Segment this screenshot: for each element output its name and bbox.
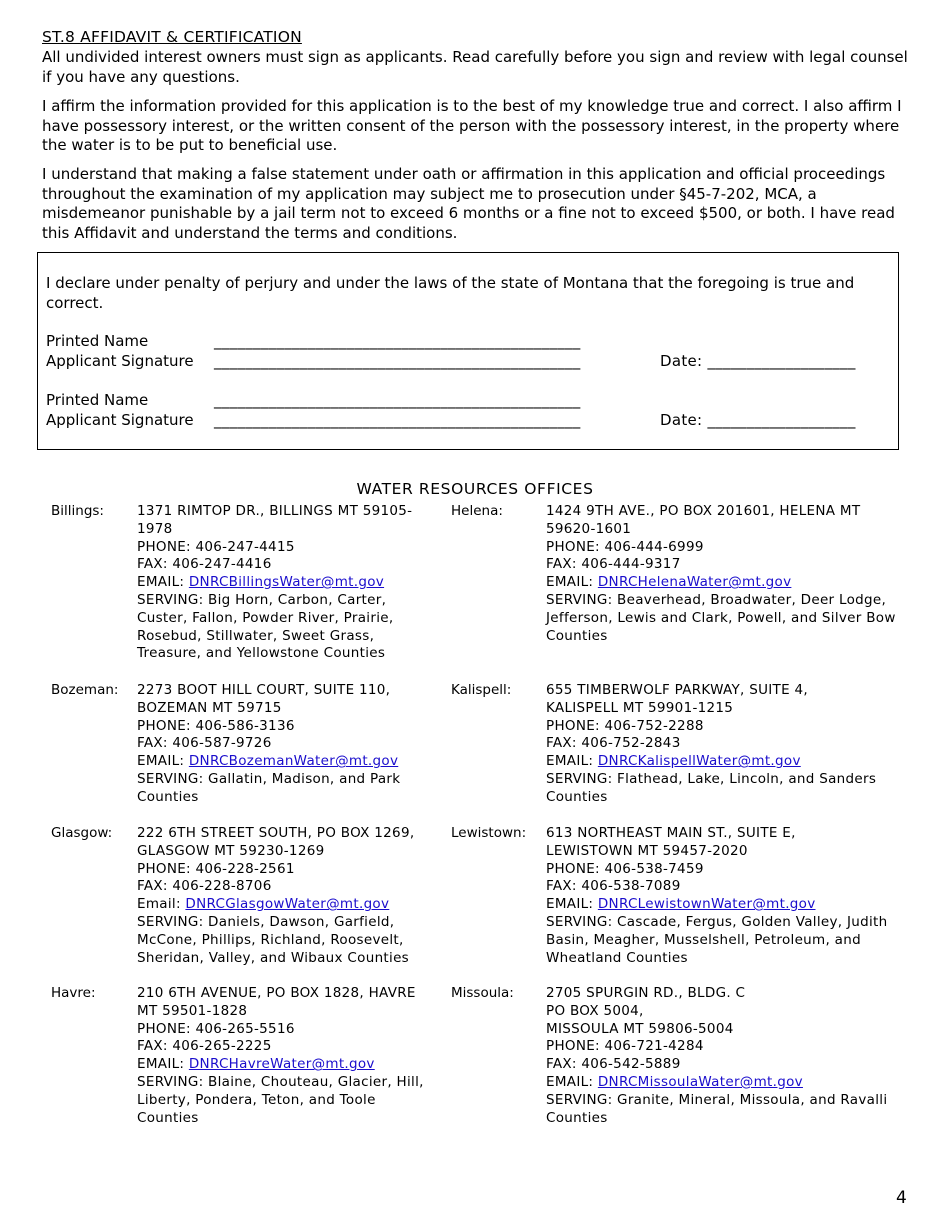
office-phone: PHONE: 406-228-2561: [137, 860, 295, 877]
email-label: EMAIL:: [546, 1073, 598, 1090]
email-label: EMAIL:: [546, 896, 598, 913]
office-address: LEWISTOWN MT 59457-2020: [546, 842, 748, 859]
printed-name-label-2: Printed Name: [46, 391, 149, 409]
email-label: EMAIL:: [137, 1056, 189, 1073]
email-link[interactable]: DNRCKalispellWater@mt.gov: [597, 753, 801, 770]
office-phone: PHONE: 406-586-3136: [137, 717, 295, 734]
office-address: 222 6TH STREET SOUTH, PO BOX 1269,: [137, 825, 415, 841]
office-address: KALISPELL MT 59901-1215: [546, 699, 734, 716]
email-link[interactable]: DNRCBillingsWater@mt.gov: [188, 574, 385, 591]
office-serving: SERVING: Cascade, Fergus, Golden Valley, Judith Basin, Meagher, Musselshell, Petroleum, and Wheatland Counties: [546, 913, 888, 966]
signature-label-1: Applicant Signature: [46, 352, 194, 370]
office-phone: PHONE: 406-265-5516: [137, 1020, 295, 1037]
email-link[interactable]: DNRCMissoulaWater@mt.gov: [597, 1073, 803, 1090]
office-fax: FAX: 406-542-5889: [546, 1056, 681, 1073]
office-city: Missoula:: [451, 985, 514, 1001]
office-address: PO BOX 5004,: [546, 1002, 644, 1019]
office-address: 655 TIMBERWOLF PARKWAY, SUITE 4,: [546, 682, 808, 698]
printed-name-line-1[interactable]: _______________________________________________: [214, 332, 581, 350]
office-serving: SERVING: Big Horn, Carbon, Carter, Custer, Fallon, Powder River, Prairie, Rosebud, Stillwater, Sweet Grass, Treasure, and Yellowstone Counties: [137, 591, 394, 662]
intro-paragraph: All undivided interest owners must sign as applicants. Read carefully before you sign and review with legal counsel if you have any questions.: [42, 48, 908, 86]
office-city: Bozeman:: [51, 682, 119, 698]
office-address: 1371 RIMTOP DR., BILLINGS MT 59105-: [137, 503, 413, 519]
office-serving: SERVING: Gallatin, Madison, and Park Counties: [137, 770, 401, 805]
office-fax: FAX: 406-587-9726: [137, 735, 272, 752]
office-address: 2705 SPURGIN RD., BLDG. C: [546, 985, 746, 1001]
email-label: EMAIL:: [546, 753, 598, 770]
email-link[interactable]: DNRCLewistownWater@mt.gov: [597, 896, 816, 913]
office-serving: SERVING: Daniels, Dawson, Garfield, McCone, Phillips, Richland, Roosevelt, Sheridan, Valley, and Wibaux Counties: [137, 913, 410, 966]
office-address: 1978: [137, 520, 173, 537]
email-link[interactable]: DNRCHelenaWater@mt.gov: [597, 574, 792, 591]
offices-title: WATER RESOURCES OFFICES: [356, 480, 594, 498]
office-fax: FAX: 406-752-2843: [546, 735, 681, 752]
office-address: 210 6TH AVENUE, PO BOX 1828, HAVRE: [137, 985, 416, 1001]
office-address: MT 59501-1828: [137, 1002, 248, 1019]
signature-line-1[interactable]: _______________________________________________: [214, 352, 581, 370]
office-address: 1424 9TH AVE., PO BOX 201601, HELENA MT: [546, 503, 861, 519]
declaration-text: I declare under penalty of perjury and under the laws of the state of Montana that the foregoing is true and correct.: [46, 274, 855, 312]
email-link[interactable]: DNRCHavreWater@mt.gov: [188, 1056, 375, 1073]
signature-label-2: Applicant Signature: [46, 411, 194, 429]
office-city: Glasgow:: [51, 825, 113, 841]
printed-name-label-1: Printed Name: [46, 332, 149, 350]
printed-name-line-2[interactable]: _______________________________________________: [214, 391, 581, 409]
office-serving: SERVING: Flathead, Lake, Lincoln, and Sanders Counties: [546, 770, 877, 805]
office-serving: SERVING: Blaine, Chouteau, Glacier, Hill, Liberty, Pondera, Teton, and Toole Counties: [137, 1073, 424, 1126]
office-phone: PHONE: 406-247-4415: [137, 538, 295, 555]
office-address: 613 NORTHEAST MAIN ST., SUITE E,: [546, 825, 796, 841]
office-fax: FAX: 406-538-7089: [546, 878, 681, 895]
office-address: BOZEMAN MT 59715: [137, 699, 282, 716]
office-phone: PHONE: 406-538-7459: [546, 860, 704, 877]
understand-paragraph: I understand that making a false statement under oath or affirmation in this application and official proceedings throughout the examination of my application may subject me to prosecution under §45-7-202, MCA, a misdemeanor punishable by a jail term not to exceed 6 months or a fine not to exceed $500, or both. I have read this Affidavit and understand the terms and conditions.: [42, 165, 895, 242]
date-field-2[interactable]: Date: ___________________: [660, 411, 856, 429]
date-field-1[interactable]: Date: ___________________: [660, 352, 856, 370]
office-city: Helena:: [451, 503, 503, 519]
office-phone: PHONE: 406-752-2288: [546, 717, 704, 734]
office-address: MISSOULA MT 59806-5004: [546, 1020, 734, 1037]
office-fax: FAX: 406-247-4416: [137, 556, 272, 573]
office-address: 2273 BOOT HILL COURT, SUITE 110,: [137, 682, 391, 698]
office-fax: FAX: 406-265-2225: [137, 1038, 272, 1055]
declaration-box: [37, 252, 899, 450]
email-label: EMAIL:: [137, 574, 189, 591]
email-label: EMAIL:: [546, 574, 598, 591]
affirm-paragraph: I affirm the information provided for this application is to the best of my knowledge true and correct. I also affirm I have possessory interest, or the written consent of the person with the possessory interest, in the property where the water is to be put to beneficial use.: [42, 97, 902, 154]
office-serving: SERVING: Beaverhead, Broadwater, Deer Lodge, Jefferson, Lewis and Clark, Powell, and Silver Bow Counties: [546, 591, 896, 644]
office-city: Lewistown:: [451, 825, 527, 841]
email-link[interactable]: DNRCGlasgowWater@mt.gov: [185, 896, 390, 913]
office-serving: SERVING: Granite, Mineral, Missoula, and Ravalli Counties: [546, 1091, 888, 1126]
signature-line-2[interactable]: _______________________________________________: [214, 411, 581, 429]
email-label: EMAIL:: [137, 753, 189, 770]
page-number: 4: [896, 1188, 907, 1208]
section-title: ST.8 AFFIDAVIT & CERTIFICATION: [42, 28, 302, 46]
office-city: Billings:: [51, 503, 104, 519]
office-phone: PHONE: 406-721-4284: [546, 1038, 704, 1055]
email-link[interactable]: DNRCBozemanWater@mt.gov: [188, 753, 399, 770]
office-phone: PHONE: 406-444-6999: [546, 538, 704, 555]
office-fax: FAX: 406-444-9317: [546, 556, 681, 573]
office-city: Kalispell:: [451, 682, 512, 698]
office-address: GLASGOW MT 59230-1269: [137, 842, 325, 859]
email-label: Email:: [137, 896, 186, 913]
office-city: Havre:: [51, 985, 96, 1001]
office-fax: FAX: 406-228-8706: [137, 878, 272, 895]
office-address: 59620-1601: [546, 520, 632, 537]
